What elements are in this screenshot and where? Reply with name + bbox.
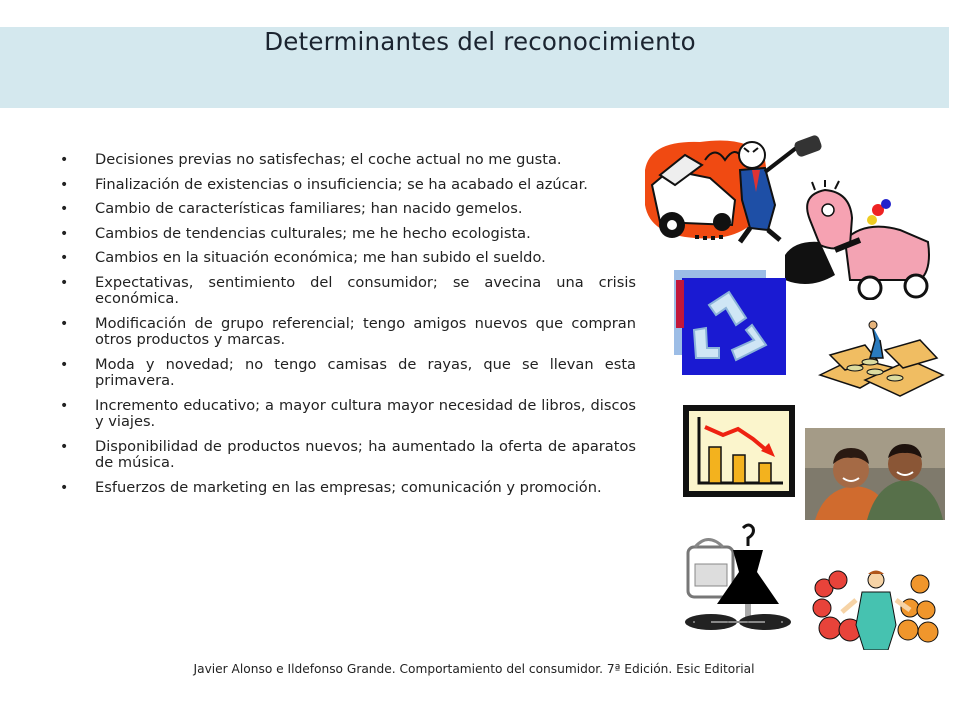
list-item: • Esfuerzos de marketing en las empresas; comunicación y promoción. [60,478,602,496]
bullet-marker: • [60,397,69,414]
fashion-clipart-icon [683,522,793,640]
baby-stroller-clipart-icon [780,180,935,300]
friends-photo [805,428,945,520]
bullet-list [60,152,636,504]
list-item: • Cambio de características familiares; han nacido gemelos. [60,200,523,217]
list-item: • Disponibilidad de productos nuevos; ha aumentado la oferta de aparatos de música. [60,437,636,471]
list-item: • Decisiones previas no satisfechas; el coche actual no me gusta. [60,151,562,168]
bullet-marker: • [60,274,69,291]
bullet-marker: • [60,152,69,168]
footer-citation: Javier Alonso e Ildefonso Grande. Comportamiento del consumidor. 7ª Edición. Esic Editorial [193,662,755,676]
bullet-marker: • [60,438,69,455]
recycle-clipart-icon [674,270,786,375]
money-clipart-icon [815,320,947,398]
bullet-marker: • [60,356,69,373]
list-item: • Moda y novedad; no tengo camisas de rayas, que se llevan esta primavera. [60,355,636,389]
list-item: • Cambios en la situación económica; me han subido el sueldo. [60,249,546,266]
bullet-marker: • [60,250,69,266]
bullet-marker: • [60,225,69,242]
list-item: • Incremento educativo; a mayor cultura mayor necesidad de libros, discos y viajes. [60,396,636,430]
bullet-marker: • [60,176,69,193]
declining-chart-clipart-icon [683,405,795,497]
list-item: • Cambios de tendencias culturales; me he hecho ecologista. [60,224,531,242]
fruit-seller-clipart-icon [812,570,940,650]
list-item: • Expectativas, sentimiento del consumidor; se avecina una crisis económica. [60,273,636,307]
bullet-marker: • [60,201,69,217]
page-title: Determinantes del reconocimiento [264,27,696,56]
list-item: • Modificación de grupo referencial; tengo amigos nuevos que compran otros productos y marcas. [60,314,636,348]
bullet-marker: • [60,315,69,332]
list-item: • Finalización de existencias o insuficiencia; se ha acabado el azúcar. [60,175,588,193]
bullet-marker: • [60,479,69,496]
